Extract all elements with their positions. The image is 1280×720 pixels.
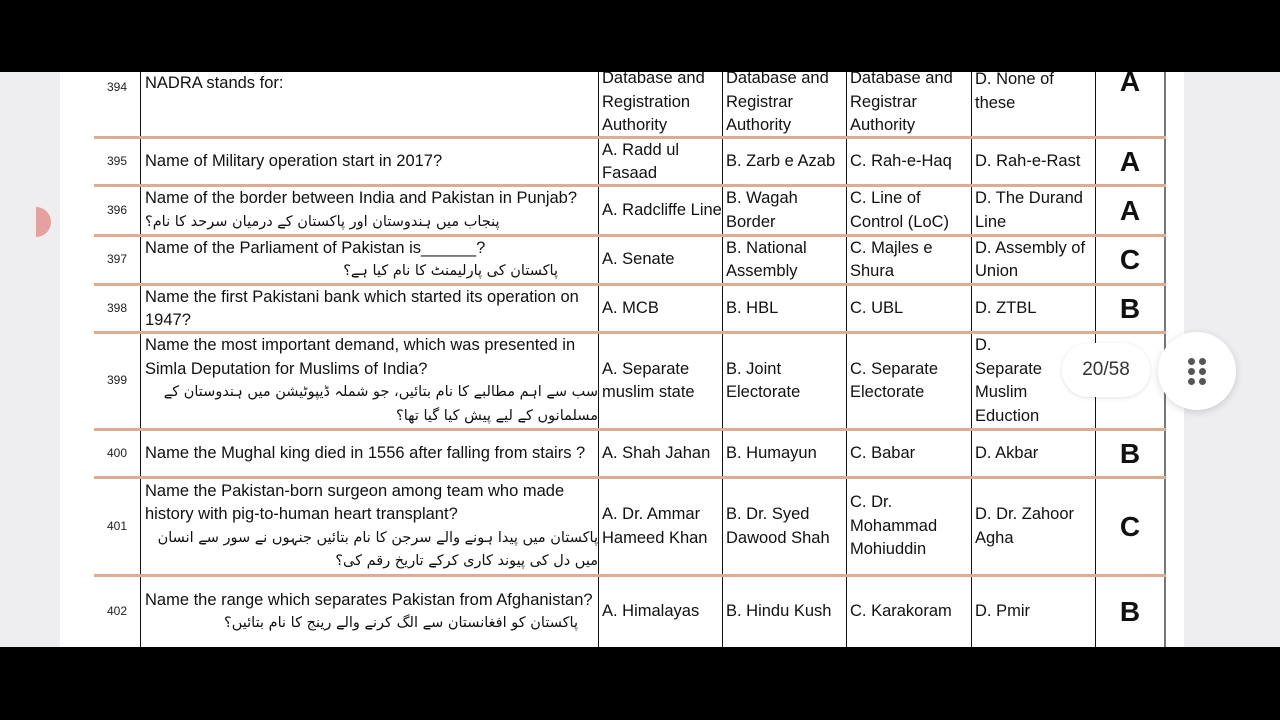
option-c: Database and Registrar Authority [846,72,971,137]
option-c: C. Karakoram [846,577,971,647]
question-number: 395 [106,154,128,169]
question-number: 401 [106,518,128,533]
option-d: D. Separate Muslim Eduction [971,334,1095,428]
question-number: 399 [106,373,128,388]
option-c: C. Line of Control (LoC) [846,187,971,234]
scroll-indicator-icon[interactable] [36,207,51,237]
question-urdu: پاکستان کو افغانستان سے الگ کرنے والے رینج کا نام بتائیں؟ [224,615,578,631]
option-d: D. Dr. Zahoor Agha [971,479,1095,574]
option-b: B. Joint Electorate [722,334,846,428]
pdf-page [60,72,1184,647]
option-b: B. National Assembly [722,237,846,283]
option-a: A. Shah Jahan [598,431,722,477]
question-text: Name the range which separates Pakistan from Afghanistan? پاکستان کو افغانستان سے الگ کرنے والے رینج کا نام بتائیں؟ [140,577,598,647]
option-a: A. Himalayas [598,577,722,647]
question-urdu: پاکستان کی پارلیمنٹ کا نام کیا ہے؟ [343,263,558,279]
table-row [60,286,1184,332]
option-c: C. Babar [846,431,971,477]
table-row [60,187,1184,234]
question-urdu: پنجاب میں ہندوستان اور پاکستان کے درمیان سرحد کا نام؟ [145,213,500,230]
table-row [60,72,1184,137]
table-row [60,431,1184,477]
scroll-handle-button[interactable] [1158,332,1236,410]
question-text: Name the most important demand, which was presented in Simla Deputation for Muslims of India? سب سے اہم مطالبے کا نام بتائیں، جو شملہ ڈیپوٹیشن میں ہندوستان کے مسلمانوں کے لیے پیش کیا گیا تھا؟ [140,334,598,428]
answer-key: A [1095,187,1166,234]
question-text: Name the Mughal king died in 1556 after falling from stairs ? [140,431,598,477]
question-number: 394 [106,80,128,94]
question-number: 400 [106,446,128,461]
question-text: Name of the border between India and Pakistan in Punjab? پنجاب میں ہندوستان اور پاکستان کے درمیان سرحد کا نام؟ [140,187,598,234]
question-text: Name of Military operation start in 2017? [140,139,598,185]
option-c: C. Separate Electorate [846,334,971,428]
option-c: C. Rah-e-Haq [846,139,971,185]
option-b: Database and Registrar Authority [722,72,846,137]
answer-key: B [1095,577,1166,647]
answer-key: B [1095,431,1166,477]
question-number: 396 [106,202,128,217]
option-b: B. Dr. Syed Dawood Shah [722,479,846,574]
option-a: A. Radcliffe Line [598,187,722,234]
question-text: Name the Pakistan-born surgeon among team who made history with pig-to-human heart transplant? پاکستان میں پیدا ہونے والے سرجن کا نام بتائیں جنہوں نے سور سے انسان میں دل کی پیوند کاری کرکے تاریخ رقم کی؟ [140,479,598,574]
table-row [60,479,1184,574]
option-d: D. ZTBL [971,286,1095,332]
option-d: D. Rah-e-Rast [971,139,1095,185]
question-number: 398 [106,301,128,316]
option-b: B. Wagah Border [722,187,846,234]
option-c: C. Majles e Shura [846,237,971,283]
question-urdu: سب سے اہم مطالبے کا نام بتائیں، جو شملہ ڈیپوٹیشن میں ہندوستان کے مسلمانوں کے لیے پیش کیا گیا تھا؟ [163,384,598,424]
option-b: B. Humayun [722,431,846,477]
question-number: 397 [106,252,128,267]
option-a: A. Separate muslim state [598,334,722,428]
question-text: Name of the Parliament of Pakistan is______? پاکستان کی پارلیمنٹ کا نام کیا ہے؟ [140,237,598,283]
option-c: C. UBL [846,286,971,332]
answer-key: C [1095,237,1166,283]
option-b: B. Hindu Kush [722,577,846,647]
option-a: Database and Registration Authority [598,72,722,137]
page-indicator: 20/58 [1062,343,1150,397]
option-b: B. Zarb e Azab [722,139,846,185]
drag-handle-dots-icon [1188,358,1206,385]
table-row [60,139,1184,185]
question-text: Name the first Pakistani bank which started its operation on 1947? [140,286,598,332]
table-row [60,334,1184,428]
option-d: D. The Durand Line [971,187,1095,234]
answer-key: C [1095,479,1166,574]
option-a: A. Dr. Ammar Hameed Khan [598,479,722,574]
answer-key: A [1095,72,1166,137]
option-d: D. Pmir [971,577,1095,647]
option-a: A. MCB [598,286,722,332]
answer-key: A [1095,139,1166,185]
option-d: D. None of these [971,72,1095,137]
question-text: NADRA stands for: [140,72,598,137]
option-a: A. Senate [598,237,722,283]
answer-key: B [1095,286,1166,332]
option-d: D. Assembly of Union [971,237,1095,283]
option-b: B. HBL [722,286,846,332]
question-urdu: پاکستان میں پیدا ہونے والے سرجن کا نام بتائیں جنہوں نے سور سے انسان میں دل کی پیوند کاری کرکے تاریخ رقم کی؟ [157,529,598,569]
document-viewer[interactable] [0,72,1280,647]
option-d: D. Akbar [971,431,1095,477]
question-number: 402 [106,604,128,619]
table-row [60,237,1184,283]
table-row [60,577,1184,647]
option-c: C. Dr. Mohammad Mohiuddin [846,479,971,574]
option-a: A. Radd ul Fasaad [598,139,722,185]
